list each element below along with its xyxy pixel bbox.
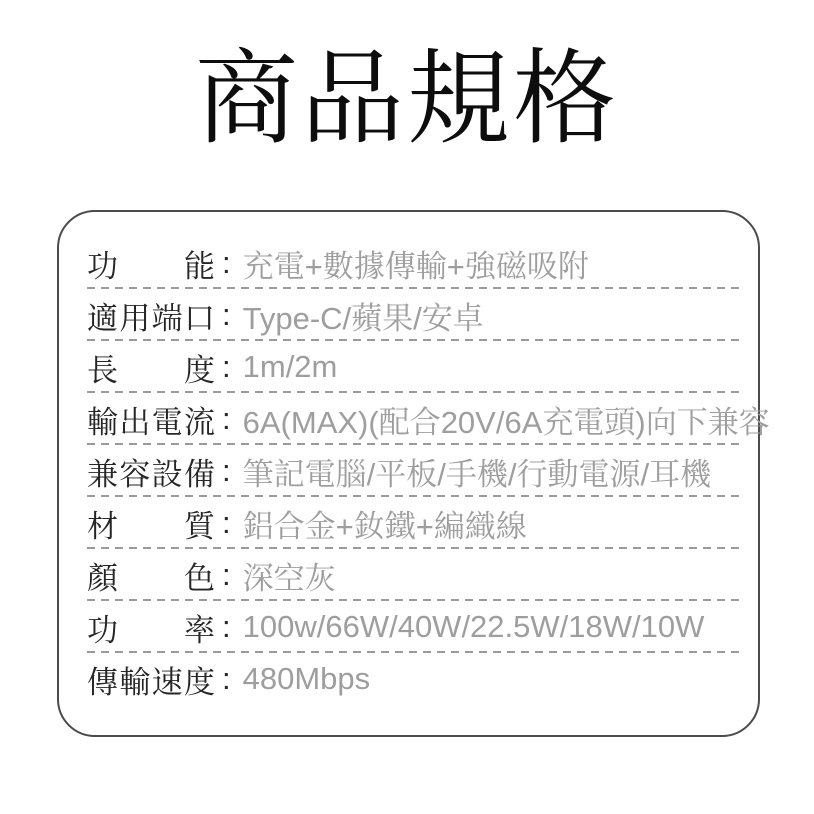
spec-row-compatible-devices [87, 445, 744, 497]
spec-label: 兼容設備 [87, 456, 215, 492]
spec-label: 功率 [87, 612, 215, 648]
spec-row-ports [87, 289, 744, 341]
spec-colon: : [222, 609, 231, 644]
spec-label: 長度 [87, 352, 215, 388]
spec-row-transfer-speed [87, 653, 744, 705]
spec-colon: : [222, 297, 231, 332]
spec-colon: : [222, 453, 231, 488]
page-title: 商品規格 [195, 41, 619, 156]
spec-value: 筆記電腦/平板/手機/行動電源/耳機 [242, 456, 712, 492]
spec-row-length [87, 341, 744, 393]
spec-value: 100w/66W/40W/22.5W/18W/10W [242, 609, 705, 644]
spec-row-power [87, 601, 744, 653]
spec-colon: : [222, 557, 231, 592]
spec-colon: : [222, 661, 231, 696]
spec-value: 充電+數據傳輸+強磁吸附 [242, 248, 589, 284]
spec-label: 功能 [87, 248, 215, 284]
spec-label: 適用端口 [87, 300, 215, 336]
spec-card [57, 210, 770, 737]
spec-value: 鋁合金+釹鐵+編織線 [242, 508, 527, 544]
spec-value: 480Mbps [242, 661, 371, 696]
spec-row-function [87, 237, 744, 289]
spec-label: 傳輸速度 [87, 664, 215, 700]
spec-colon: : [222, 245, 231, 280]
spec-colon: : [222, 349, 231, 384]
spec-label: 材質 [87, 508, 215, 544]
spec-label: 輸出電流 [87, 404, 215, 440]
spec-label: 顏色 [87, 560, 215, 596]
spec-value: Type-C/蘋果/安卓 [242, 300, 484, 336]
spec-value: 6A(MAX)(配合20V/6A充電頭)向下兼容 [242, 404, 770, 440]
spec-value: 深空灰 [242, 560, 336, 596]
spec-row-color [87, 549, 744, 601]
spec-value: 1m/2m [242, 349, 338, 384]
spec-row-output-current [87, 393, 770, 445]
spec-colon: : [222, 401, 231, 436]
spec-colon: : [222, 505, 231, 540]
spec-row-material [87, 497, 744, 549]
